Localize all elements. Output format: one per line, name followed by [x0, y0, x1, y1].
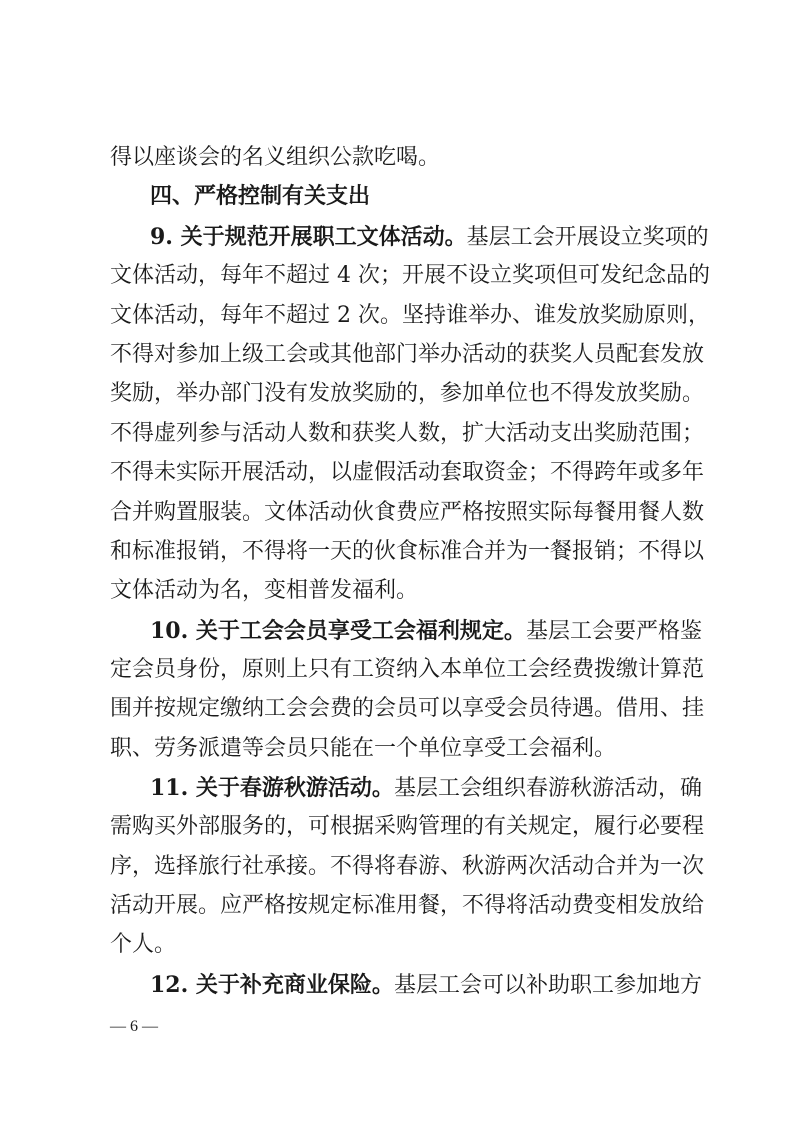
text-line: [110, 848, 705, 886]
text-content: 奖励，举办部门没有发放奖励的，参加单位也不得发放奖励。: [110, 381, 705, 406]
text-content: 文体活动为名，变相普发福利。: [110, 578, 419, 603]
text-content: 不得虚列参与活动人数和获奖人数，扩大活动支出奖励范围；: [110, 421, 705, 446]
paragraph-9-heading: 9. 关于规范开展职工文体活动。: [150, 224, 467, 250]
text-content: 不得未实际开展活动，以虚假活动套取资金；不得跨年或多年: [110, 460, 705, 485]
section-heading: [150, 178, 696, 216]
text-content: 得以座谈会的名义组织公款吃喝。: [110, 145, 441, 170]
text-line: [110, 690, 705, 728]
text-line: [110, 572, 696, 610]
paragraph-10-heading: 10. 关于工会会员享受工会福利规定。: [150, 618, 526, 644]
paragraph-11-heading: 11. 关于春游秋游活动。: [150, 775, 394, 801]
text-content: 文体活动，每年不超过 2 次。坚持谁举办、谁发放奖励原则，: [110, 303, 710, 328]
section-heading-text: 四、严格控制有关支出: [150, 184, 371, 209]
text-line: [110, 454, 705, 492]
text-content: 基层工会要严格鉴: [525, 619, 702, 644]
text-content: 合并购置服装。文体活动伙食费应严格按照实际每餐用餐人数: [110, 500, 705, 525]
text-content: 围并按规定缴纳工会会费的会员可以享受会员待遇。借用、挂: [110, 696, 705, 721]
text-content: 序，选择旅行社承接。不得将春游、秋游两次活动合并为一次: [110, 854, 705, 879]
text-line: [110, 730, 696, 768]
paragraph-11-line-1: [150, 769, 702, 807]
text-content: 活动开展。应严格按规定标准用餐，不得将活动费变相发放给: [110, 893, 705, 918]
paragraph-10-line-1: [150, 612, 702, 650]
text-content: 基层工会组织春游秋游活动，确: [393, 776, 702, 801]
text-line: [110, 651, 705, 689]
text-line: [110, 494, 705, 532]
paragraph-9-line-1: [150, 218, 709, 256]
text-line: [110, 297, 710, 335]
text-line: [110, 808, 705, 846]
text-line: [110, 415, 705, 453]
text-line: [110, 887, 705, 925]
text-content: 不得对参加上级工会或其他部门举办活动的获奖人员配套发放: [110, 342, 705, 367]
text-content: 个人。: [110, 932, 177, 957]
text-content: 需购买外部服务的，可根据采购管理的有关规定，履行必要程: [110, 814, 705, 839]
text-content: 基层工会可以补助职工参加地方: [393, 973, 702, 998]
text-content: 和标准报销，不得将一天的伙食标准合并为一餐报销；不得以: [110, 539, 705, 564]
page-number: — 6 —: [110, 1018, 158, 1035]
text-line: [110, 533, 705, 571]
paragraph-12-line-1: [150, 966, 702, 1004]
text-content: 职、劳务派遣等会员只能在一个单位享受工会福利。: [110, 736, 617, 761]
text-line: [110, 139, 696, 177]
text-content: 定会员身份，原则上只有工资纳入本单位工会经费拨缴计算范: [110, 657, 705, 682]
paragraph-12-heading: 12. 关于补充商业保险。: [150, 972, 394, 998]
text-line: [110, 375, 705, 413]
text-line: [110, 257, 710, 295]
text-line: [110, 926, 696, 964]
text-content: 文体活动，每年不超过 4 次；开展不设立奖项但可发纪念品的: [110, 263, 710, 288]
text-line: [110, 336, 705, 374]
text-content: 基层工会开展设立奖项的: [466, 225, 709, 250]
